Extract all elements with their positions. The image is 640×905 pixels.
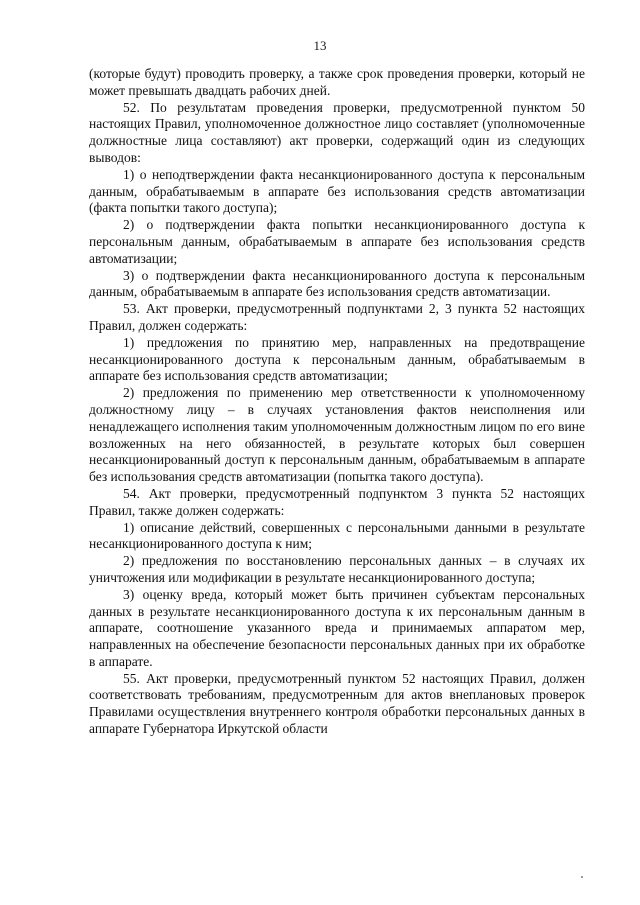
paragraph-55: 55. Акт проверки, предусмотренный пунктом 52 настоящих Правил, должен соответствовать требованиям, предусмотренным для актов внеплановых проверок Правилами осуществления внутреннего контроля обработки персональных данных в аппарате Губернатора Иркутской области [89,670,585,737]
paragraph-52: 52. По результатам проведения проверки, предусмотренной пунктом 50 настоящих Правил, уполномоченное должностное лицо составляет (уполномоченные должностные лица составляют) акт проверки, содержащий один из следующих выводов: [89,99,585,165]
paragraph-54-item-1: 1) описание действий, совершенных с персональными данными в результате несанкционированного доступа к ним; [89,519,585,552]
paragraph-52-item-1: 1) о неподтверждении факта несанкционированного доступа к персональным данным, обрабатываемым в аппарате без использования средств автоматизации (факта попытки такого доступа); [89,166,585,216]
paragraph-52-item-3: 3) о подтверждении факта несанкционированного доступа к персональным данным, обрабатываемым в аппарате без использования средств автоматизации. [89,267,585,300]
paragraph-54-item-3: 3) оценку вреда, который может быть причинен субъектам персональных данных в результате несанкционированного доступа к их персональным данным в аппарате, соотношение указанного вреда и принимаемых аппаратом мер, направленных на обеспечение безопасности персональных данных при их обработке в аппарате. [89,586,585,669]
paragraph-53-item-2: 2) предложения по применению мер ответственности к уполномоченному должностному лицу – в случаях установления фактов неисполнения или ненадлежащего исполнения таким уполномоченным должностным лицом по его вине возложенных на него обязанностей, в результате которых был совершен несанкционированный доступ к персональным данным, обрабатываемым в аппарате без использования средств автоматизации (попытка такого доступа). [89,385,585,485]
paragraph-54: 54. Акт проверки, предусмотренный подпунктом 3 пункта 52 настоящих Правил, также должен содержать: [89,485,585,518]
page-number: 13 [313,38,327,53]
scan-dot [581,876,583,878]
paragraph-53-item-1: 1) предложения по принятию мер, направленных на предотвращение несанкционированного доступа к персональным данным, обрабатываемым в аппарате без использования средств автоматизации; [89,334,585,384]
paragraph-52-item-2: 2) о подтверждении факта попытки несанкционированного доступа к персональным данным, обрабатываемым в аппарате без использования средств автоматизации; [89,217,585,266]
paragraph-53: 53. Акт проверки, предусмотренный подпунктами 2, 3 пункта 52 настоящих Правил, должен содержать: [89,301,585,333]
document-body [89,66,585,738]
paragraph-54-item-2: 2) предложения по восстановлению персональных данных – в случаях их уничтожения или модификации в результате несанкционированного доступа; [89,553,585,585]
paragraph-continuation: (которые будут) проводить проверку, а также срок проведения проверки, который не может превышать двадцать рабочих дней. [89,66,585,98]
